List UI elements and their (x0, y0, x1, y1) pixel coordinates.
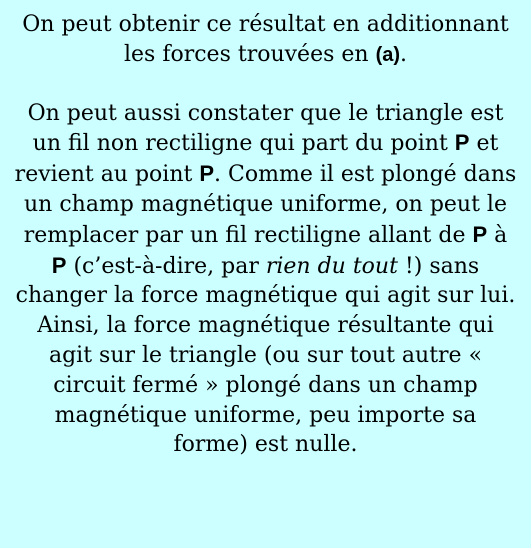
paragraph-sum-of-forces (14, 10, 517, 71)
paragraph-2-text-4: à (487, 222, 508, 248)
paragraph-2-text-5: (c’est-à-dire, par (66, 253, 266, 279)
paragraph-1-end: . (400, 41, 408, 67)
paragraph-1-text: On peut obtenir ce résultat en additionnant les forces trouvées en (22, 12, 509, 67)
part-reference-a: (a) (375, 43, 401, 66)
point-p-label: P (472, 221, 488, 247)
paragraph-2-text-6: !) sans changer la force magnétique qui agit sur lui. Ainsi, la force magnétique résultante qui agit sur le triangle (ou sur tout autre « circuit fermé » plongé dans un champ magnétique uniforme, peu importe sa forme) est nulle. (15, 253, 516, 458)
point-p-label: P (51, 252, 67, 278)
italic-phrase: rien du tout (265, 253, 398, 279)
paragraph-2-text-3: . Comme il est plongé dans un champ magnétique uniforme, on peut le remplacer par un fil rectiligne allant de (23, 162, 517, 248)
paragraph-spacer (14, 71, 517, 99)
point-p-label: P (199, 161, 215, 187)
paragraph-closed-circuit (14, 99, 517, 461)
paragraph-2-text-2: et revient au point (14, 131, 499, 188)
paragraph-2-text-1: On peut aussi constater que le triangle est un fil non rectiligne qui part du point (27, 100, 504, 157)
point-p-label: P (454, 130, 470, 156)
